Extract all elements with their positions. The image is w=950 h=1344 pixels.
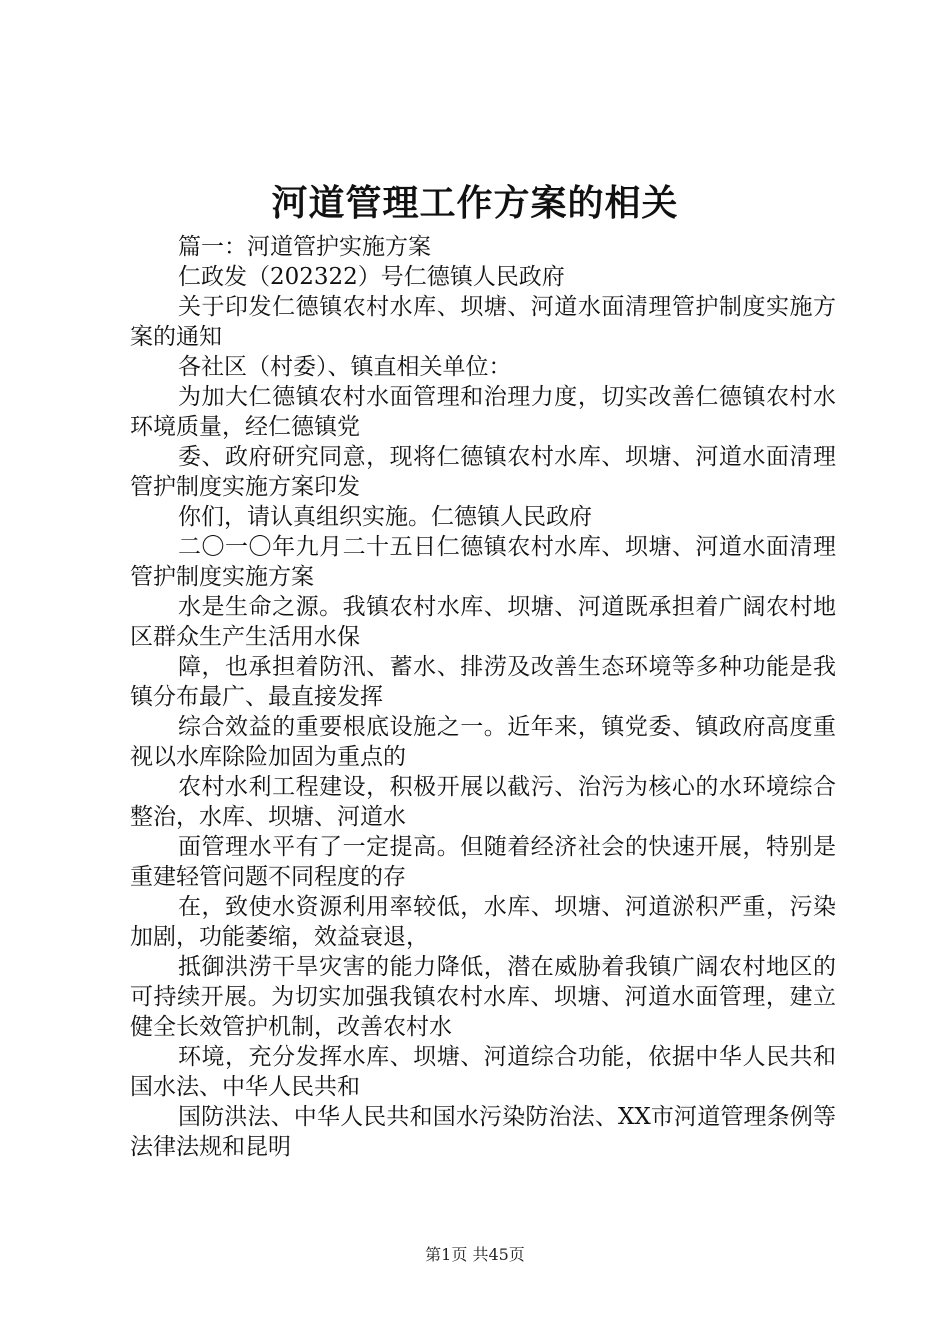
page-footer: 第1页 共45页 — [425, 1245, 525, 1264]
document-title: 河道管理工作方案的相关 — [271, 183, 679, 224]
paragraph: 篇一：河道管护实施方案 — [178, 234, 431, 260]
paragraph: 综合效益的重要根底设施之一。近年来，镇党委、镇政府高度重视以水库除险加固为重点的 — [130, 714, 836, 770]
paragraph: 环境，充分发挥水库、坝塘、河道综合功能，依据中华人民共和国水法、中华人民共和 — [130, 1044, 836, 1100]
paragraph: 关于印发仁德镇农村水库、坝塘、河道水面清理管护制度实施方案的通知 — [130, 294, 836, 350]
paragraph: 在，致使水资源利用率较低，水库、坝塘、河道淤积严重，污染加剧，功能萎缩，效益衰退， — [130, 894, 836, 950]
paragraph: 障，也承担着防汛、蓄水、排涝及改善生态环境等多种功能是我镇分布最广、最直接发挥 — [130, 654, 836, 710]
paragraph: 水是生命之源。我镇农村水库、坝塘、河道既承担着广阔农村地区群众生产生活用水保 — [130, 594, 836, 650]
paragraph: 农村水利工程建设，积极开展以截污、治污为核心的水环境综合整治，水库、坝塘、河道水 — [130, 774, 836, 830]
paragraph: 抵御洪涝干旱灾害的能力降低，潜在威胁着我镇广阔农村地区的可持续开展。为切实加强我镇农村水库、坝塘、河道水面管理，建立健全长效管护机制，改善农村水 — [130, 954, 836, 1040]
paragraph: 面管理水平有了一定提高。但随着经济社会的快速开展，特别是重建轻管问题不同程度的存 — [130, 834, 836, 890]
paragraph: 仁政发（202322）号仁德镇人民政府 — [178, 264, 565, 290]
paragraph: 国防洪法、中华人民共和国水污染防治法、XX市河道管理条例等法律法规和昆明 — [130, 1104, 836, 1160]
paragraph: 为加大仁德镇农村水面管理和治理力度，切实改善仁德镇农村水环境质量，经仁德镇党 — [130, 384, 836, 440]
paragraph: 委、政府研究同意，现将仁德镇农村水库、坝塘、河道水面清理管护制度实施方案印发 — [130, 444, 836, 500]
paragraph: 各社区（村委）、镇直相关单位： — [178, 354, 512, 380]
document-body — [130, 232, 836, 1162]
paragraph: 你们，请认真组织实施。仁德镇人民政府 — [178, 504, 592, 530]
paragraph: 二〇一〇年九月二十五日仁德镇农村水库、坝塘、河道水面清理管护制度实施方案 — [130, 534, 836, 590]
